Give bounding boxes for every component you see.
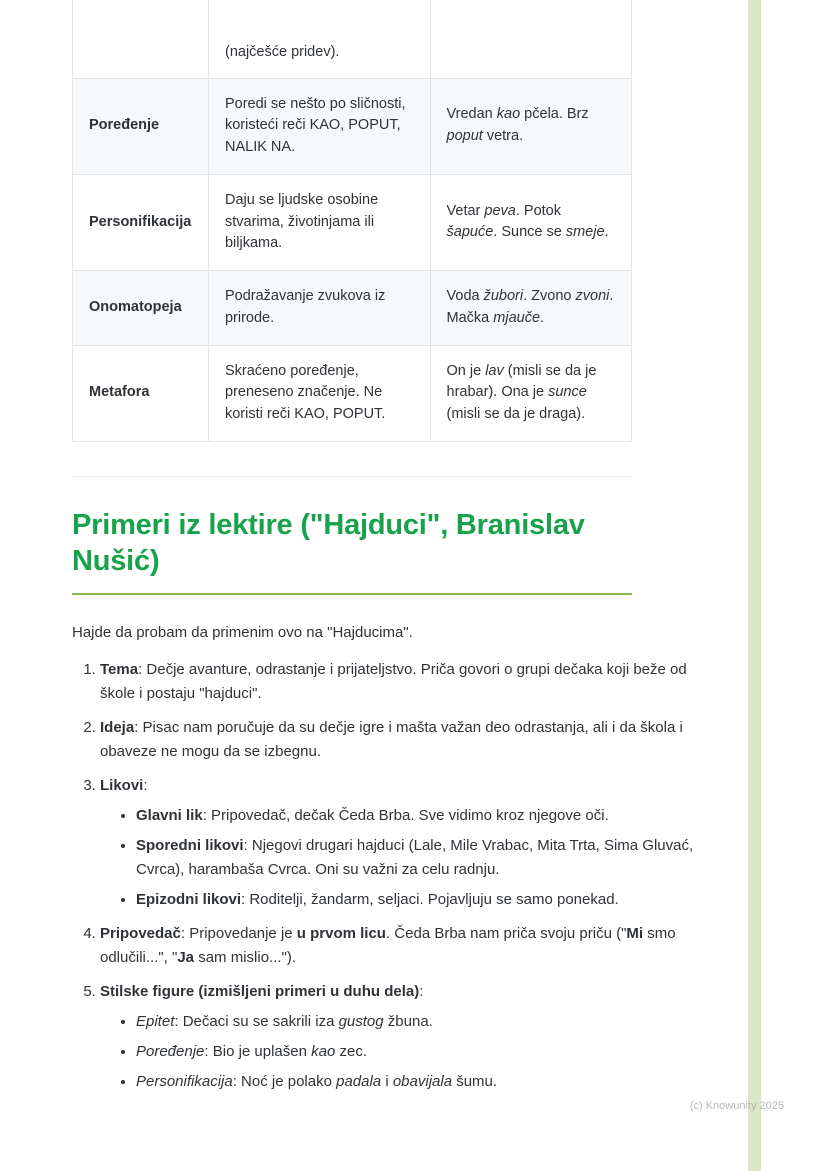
- analysis-list: [72, 658, 722, 1094]
- sublist-item-text: Epitet: Dečaci su se sakrili iza gustog žbuna.: [136, 1013, 433, 1031]
- list-item-text: Ideja: Pisac nam poručuje da su dečje igre i mašta važan deo odrastanja, ali i da škola i obaveze ne mogu da se izbegnu.: [100, 719, 683, 761]
- section-heading: Primeri iz lektire ("Hajduci", Branislav Nušić): [72, 508, 585, 578]
- table-row: [73, 271, 632, 346]
- table-row: [73, 345, 632, 441]
- sublist-item-text: Poređenje: Bio je uplašen kao zec.: [136, 1043, 368, 1061]
- table-row-partial: [73, 0, 632, 78]
- list-item-text: Tema: Dečje avanture, odrastanje i prijateljstvo. Priča govori o grupi dečaka koji beže od škole i postaju "hajduci".: [100, 661, 687, 703]
- term-cell: Personifikacija: [73, 174, 209, 270]
- term-cell: Onomatopeja: [73, 271, 209, 346]
- definition-cell: Daju se ljudske osobine stvarima, životinjama ili biljkama.: [208, 174, 430, 270]
- example-cell: Vredan kao pčela. Brz poput vetra.: [430, 78, 631, 174]
- sublist-likovi: [100, 804, 722, 912]
- example-cell: Voda žubori. Zvono zvoni. Mačka mjauče.: [430, 271, 631, 346]
- example-cell: [430, 0, 631, 78]
- definition-cell: Poredi se nešto po sličnosti, koristeći reči KAO, POPUT, NALIK NA.: [208, 78, 430, 174]
- sublist-stilske-figure: [100, 1010, 722, 1094]
- sublist-item: [136, 888, 722, 912]
- sublist-item: [136, 834, 722, 882]
- sublist-item: [136, 1010, 722, 1034]
- definition-cell: Skraćeno poređenje, preneseno značenje. Ne koristi reči KAO, POPUT.: [208, 345, 430, 441]
- term-cell: Poređenje: [73, 78, 209, 174]
- document-content: [72, 0, 722, 1104]
- sublist-item: [136, 804, 722, 828]
- watermark: (c) Knowunity 2025: [689, 1100, 784, 1112]
- list-item-text: Stilske figure (izmišljeni primeri u duhu dela):: [100, 983, 424, 1001]
- stylistic-figures-table: [72, 0, 632, 442]
- example-cell: Vetar peva. Potok šapuće. Sunce se smeje.: [430, 174, 631, 270]
- list-item-stilske-figure: [100, 980, 722, 1094]
- sublist-item: [136, 1040, 722, 1064]
- sublist-item-text: Sporedni likovi: Njegovi drugari hajduci (Lale, Mile Vrabac, Mita Trta, Sima Gluvać, Cvrca), harambaša Cvrca. Oni su važni za celu radnju.: [136, 837, 694, 879]
- example-cell: On je lav (misli se da je hrabar). Ona je sunce (misli se da je draga).: [430, 345, 631, 441]
- term-cell: Metafora: [73, 345, 209, 441]
- list-item-text: Likovi:: [100, 777, 148, 795]
- list-item-text: Pripovedač: Pripovedanje je u prvom licu. Čeda Brba nam priča svoju priču ("Mi smo odlučili...", "Ja sam mislio...").: [100, 925, 676, 967]
- intro-paragraph: Hajde da probam da primenim ovo na "Hajducima".: [72, 623, 413, 641]
- definition-cell: Podražavanje zvukova iz prirode.: [208, 271, 430, 346]
- sublist-item-text: Epizodni likovi: Roditelji, žandarm, seljaci. Pojavljuju se samo ponekad.: [136, 891, 619, 909]
- term-cell: [73, 0, 209, 78]
- table-row: [73, 174, 632, 270]
- sublist-item-text: Personifikacija: Noć je polako padala i obavijala šumu.: [136, 1073, 498, 1091]
- list-item-tema: [100, 658, 722, 706]
- list-item-pripovedac: [100, 922, 722, 970]
- list-item-likovi: [100, 774, 722, 912]
- sublist-item: [136, 1070, 722, 1094]
- definition-cell: (najčešće pridev).: [208, 0, 430, 78]
- heading-underline: [72, 593, 632, 595]
- right-edge-bar: [748, 0, 761, 1171]
- table-row: [73, 78, 632, 174]
- list-item-ideja: [100, 716, 722, 764]
- section-divider: [72, 476, 632, 477]
- sublist-item-text: Glavni lik: Pripovedač, dečak Čeda Brba. Sve vidimo kroz njegove oči.: [136, 807, 609, 825]
